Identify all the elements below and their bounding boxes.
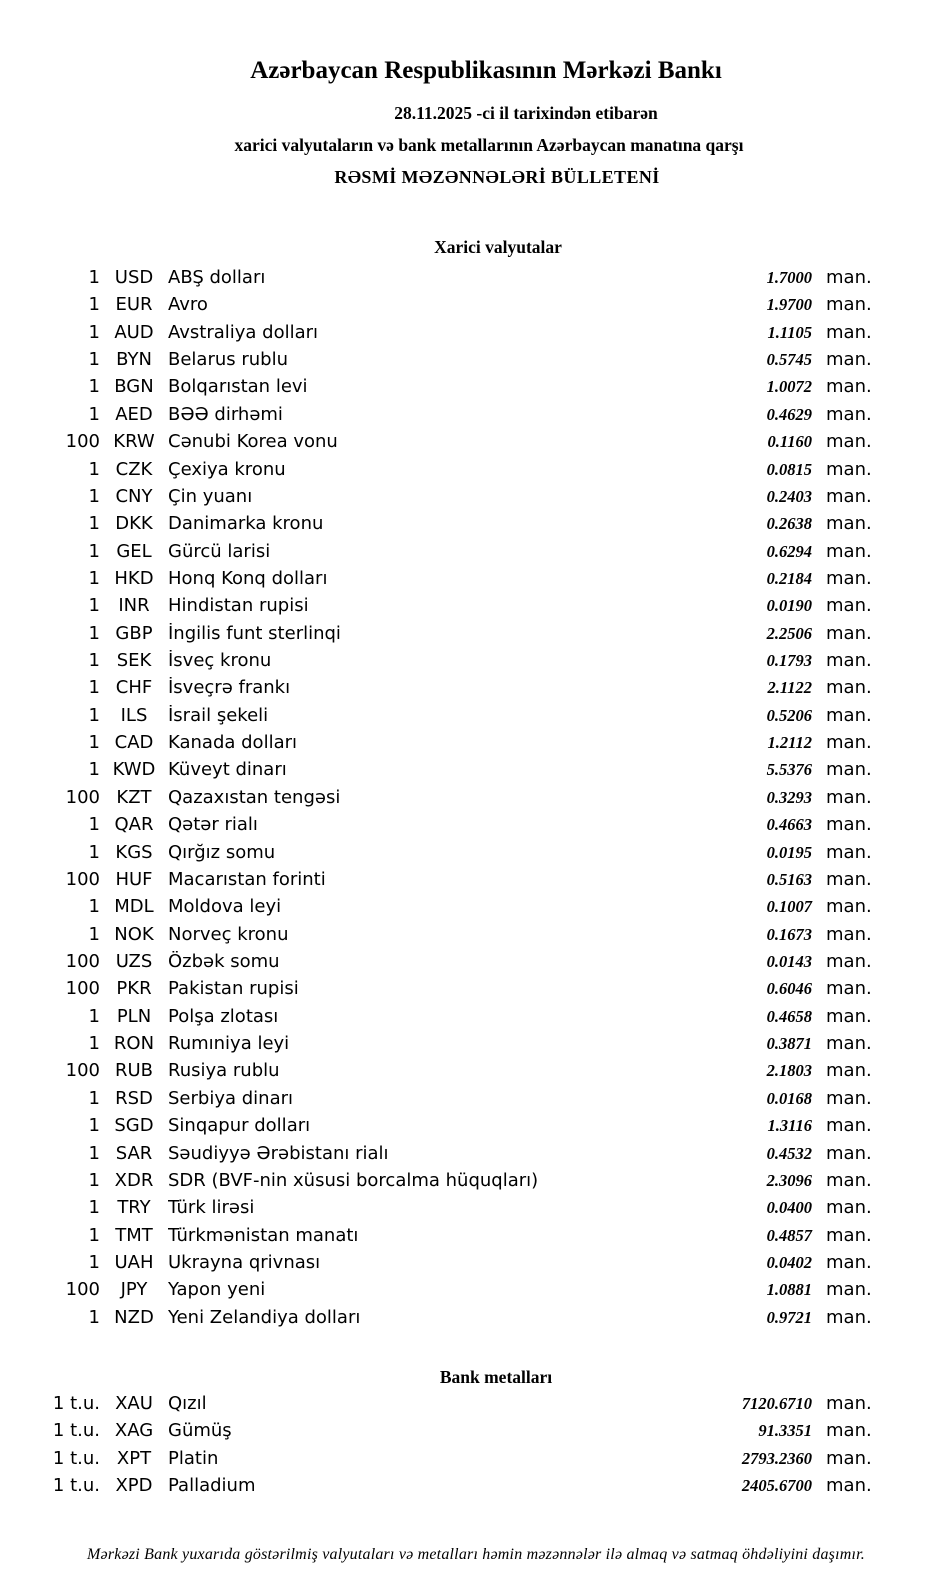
currency-code: RON bbox=[113, 1033, 155, 1055]
currency-name: Serbiya dinarı bbox=[168, 1087, 293, 1109]
currency-name: Sinqapur dolları bbox=[168, 1115, 311, 1137]
unit-label: man. bbox=[826, 704, 872, 726]
currency-name: Çin yuanı bbox=[168, 485, 253, 507]
rate-value: 0.2638 bbox=[766, 514, 812, 534]
table-row bbox=[0, 1445, 952, 1472]
unit-label: man. bbox=[826, 376, 872, 398]
table-row bbox=[0, 756, 952, 783]
currency-name: Gürcü larisi bbox=[168, 540, 271, 562]
currency-name: Qazaxıstan tengəsi bbox=[168, 786, 341, 808]
currency-code: EUR bbox=[115, 294, 153, 316]
rate-value: 0.3293 bbox=[766, 787, 812, 807]
table-row bbox=[0, 538, 952, 565]
currency-code: CAD bbox=[114, 732, 154, 754]
rate-value: 0.4663 bbox=[766, 815, 812, 835]
quantity: 1 bbox=[88, 1005, 100, 1027]
rate-value: 0.6046 bbox=[766, 979, 812, 999]
currency-code: PKR bbox=[116, 978, 152, 1000]
currency-name: Macarıstan forinti bbox=[168, 868, 326, 890]
quantity: 1 bbox=[88, 567, 100, 589]
unit-label: man. bbox=[826, 1447, 872, 1469]
quantity: 1 bbox=[88, 704, 100, 726]
currency-name: Avro bbox=[168, 294, 208, 316]
currency-name: Palladium bbox=[168, 1475, 256, 1497]
bank-metals-heading: Bank metalları bbox=[439, 1367, 553, 1387]
table-row bbox=[0, 319, 952, 346]
currency-name: Cənubi Korea vonu bbox=[168, 431, 338, 453]
quantity: 1 bbox=[88, 321, 100, 343]
rate-value: 0.0815 bbox=[766, 459, 812, 479]
quantity: 100 bbox=[65, 1060, 100, 1082]
unit-label: man. bbox=[826, 814, 872, 836]
currency-name: Avstraliya dolları bbox=[168, 321, 319, 343]
unit-label: man. bbox=[826, 650, 872, 672]
quantity: 1 bbox=[88, 1142, 100, 1164]
rate-value: 2.1803 bbox=[766, 1061, 812, 1081]
bulletin-subtitle: xarici valyutaların və bank metallarının Azərbaycan manatına qarşı bbox=[234, 135, 744, 155]
unit-label: man. bbox=[826, 595, 872, 617]
table-row bbox=[0, 784, 952, 811]
unit-label: man. bbox=[826, 1087, 872, 1109]
rate-value: 1.3116 bbox=[767, 1116, 812, 1136]
table-row bbox=[0, 1003, 952, 1030]
table-row bbox=[0, 401, 952, 428]
table-row bbox=[0, 948, 952, 975]
currency-name: Hindistan rupisi bbox=[168, 595, 309, 617]
rate-value: 0.1793 bbox=[766, 651, 812, 671]
currency-code: HUF bbox=[115, 868, 153, 890]
unit-label: man. bbox=[826, 1393, 872, 1414]
unit-label: man. bbox=[826, 1169, 872, 1191]
unit-label: man. bbox=[826, 1033, 872, 1055]
disclaimer-text: Mərkəzi Bank yuxarıda göstərilmiş valyutaları və metalları həmin məzənnələr ilə almaq və satmaq öhdəliyini daşımır. bbox=[87, 1546, 865, 1563]
quantity: 100 bbox=[65, 868, 100, 890]
unit-label: man. bbox=[826, 896, 872, 918]
rate-value: 2.2506 bbox=[766, 623, 812, 643]
rate-value: 0.9721 bbox=[766, 1307, 812, 1327]
unit-label: man. bbox=[826, 1251, 872, 1273]
currency-code: XDR bbox=[114, 1169, 154, 1191]
currency-name: Yapon yeni bbox=[168, 1279, 266, 1301]
effective-date: 28.11.2025 -ci il tarixindən etibarən bbox=[394, 103, 658, 123]
table-row bbox=[0, 373, 952, 400]
quantity: 1 bbox=[88, 294, 100, 316]
currency-name: Kanada dolları bbox=[168, 732, 298, 754]
table-row bbox=[0, 346, 952, 373]
quantity: 1 bbox=[88, 376, 100, 398]
currency-code: DKK bbox=[115, 513, 153, 535]
table-row bbox=[0, 620, 952, 647]
currency-name: Türkmənistan manatı bbox=[168, 1224, 359, 1246]
unit-label: man. bbox=[826, 1306, 872, 1328]
currency-code: XPD bbox=[115, 1475, 153, 1497]
unit-label: man. bbox=[826, 1005, 872, 1027]
table-row bbox=[0, 1222, 952, 1249]
currency-code: GEL bbox=[116, 540, 152, 562]
table-row bbox=[0, 866, 952, 893]
table-row bbox=[0, 729, 952, 756]
quantity: 1 bbox=[88, 1251, 100, 1273]
rate-value: 0.0143 bbox=[766, 951, 812, 971]
bulletin-title: RƏSMİ MƏZƏNNƏLƏRİ BÜLLETENİ bbox=[334, 167, 660, 187]
table-row bbox=[0, 1112, 952, 1139]
quantity: 100 bbox=[65, 950, 100, 972]
rate-value: 0.3871 bbox=[766, 1034, 812, 1054]
currency-code: KWD bbox=[112, 759, 156, 781]
currency-name: İngilis funt sterlinqi bbox=[168, 622, 341, 644]
table-row bbox=[0, 1417, 952, 1444]
quantity: 1 bbox=[88, 896, 100, 918]
rate-value: 0.0168 bbox=[766, 1088, 812, 1108]
table-row bbox=[0, 565, 952, 592]
unit-label: man. bbox=[826, 622, 872, 644]
rate-value: 2793.2360 bbox=[741, 1448, 812, 1468]
unit-label: man. bbox=[826, 677, 872, 699]
currency-code: NZD bbox=[114, 1306, 154, 1328]
currency-code: XAU bbox=[115, 1393, 153, 1414]
unit-label: man. bbox=[826, 950, 872, 972]
currency-name: İsveç kronu bbox=[168, 650, 272, 672]
currency-code: CZK bbox=[115, 458, 153, 480]
currency-name: BƏƏ dirhəmi bbox=[168, 403, 283, 425]
rate-value: 0.4532 bbox=[766, 1143, 812, 1163]
rate-value: 0.0190 bbox=[766, 596, 812, 616]
table-row bbox=[0, 1249, 952, 1276]
rate-value: 7120.6710 bbox=[741, 1394, 812, 1413]
metal-rates-table bbox=[0, 1390, 952, 1499]
currency-name: SDR (BVF-nin xüsusi borcalma hüquqları) bbox=[168, 1169, 539, 1191]
unit-label: man. bbox=[826, 1060, 872, 1082]
unit-label: man. bbox=[826, 759, 872, 781]
table-row bbox=[0, 839, 952, 866]
currency-name: Norveç kronu bbox=[168, 923, 289, 945]
unit-label: man. bbox=[826, 978, 872, 1000]
currency-name: Pakistan rupisi bbox=[168, 978, 299, 1000]
unit-label: man. bbox=[826, 923, 872, 945]
table-row bbox=[0, 674, 952, 701]
unit-label: man. bbox=[826, 567, 872, 589]
currency-code: MDL bbox=[114, 896, 154, 918]
currency-code: RSD bbox=[115, 1087, 153, 1109]
table-row bbox=[0, 592, 952, 619]
unit-label: man. bbox=[826, 732, 872, 754]
quantity: 1 bbox=[88, 1224, 100, 1246]
quantity: 1 bbox=[88, 595, 100, 617]
currency-name: Honq Konq dolları bbox=[168, 567, 328, 589]
unit-label: man. bbox=[826, 403, 872, 425]
currency-rates-table bbox=[0, 264, 952, 1331]
unit-label: man. bbox=[826, 1279, 872, 1301]
currency-code: TMT bbox=[115, 1224, 153, 1246]
currency-name: ABŞ dolları bbox=[168, 267, 266, 288]
currency-code: XAG bbox=[114, 1420, 154, 1442]
table-row bbox=[0, 921, 952, 948]
table-row bbox=[0, 456, 952, 483]
currency-code: CHF bbox=[115, 677, 153, 699]
rate-value: 1.7000 bbox=[766, 268, 812, 287]
unit-label: man. bbox=[826, 1197, 872, 1219]
quantity: 100 bbox=[65, 978, 100, 1000]
rate-value: 0.5163 bbox=[766, 869, 812, 889]
rate-value: 0.1673 bbox=[766, 924, 812, 944]
currency-name: Bolqarıstan levi bbox=[168, 376, 308, 398]
quantity: 100 bbox=[65, 1279, 100, 1301]
table-row bbox=[0, 1304, 952, 1331]
table-row bbox=[0, 1390, 952, 1417]
currency-code: INR bbox=[118, 595, 150, 617]
currency-code: KGS bbox=[115, 841, 153, 863]
table-row bbox=[0, 483, 952, 510]
rate-value: 0.1160 bbox=[767, 432, 812, 452]
table-row bbox=[0, 1472, 952, 1499]
currency-name: İsrail şekeli bbox=[168, 704, 269, 726]
currency-name: Qızıl bbox=[168, 1393, 207, 1414]
rate-value: 0.0195 bbox=[766, 842, 812, 862]
currency-code: SEK bbox=[116, 650, 152, 672]
rate-value: 1.2112 bbox=[767, 733, 812, 753]
quantity: 1 bbox=[88, 923, 100, 945]
quantity: 1 bbox=[88, 814, 100, 836]
quantity: 100 bbox=[65, 431, 100, 453]
rate-value: 1.9700 bbox=[766, 295, 812, 315]
quantity: 1 bbox=[88, 1169, 100, 1191]
currency-name: Rumıniya leyi bbox=[168, 1033, 290, 1055]
currency-code: CNY bbox=[115, 485, 153, 507]
unit-label: man. bbox=[826, 1224, 872, 1246]
page-title: Azərbaycan Respublikasının Mərkəzi Bankı bbox=[250, 57, 722, 84]
quantity: 1 bbox=[88, 650, 100, 672]
quantity: 1 bbox=[88, 458, 100, 480]
currency-code: USD bbox=[114, 267, 154, 288]
quantity: 1 bbox=[88, 1115, 100, 1137]
rate-value: 0.4629 bbox=[766, 404, 812, 424]
unit-label: man. bbox=[826, 485, 872, 507]
quantity: 1 bbox=[88, 349, 100, 371]
currency-code: SGD bbox=[114, 1115, 154, 1137]
rate-value: 0.4857 bbox=[766, 1225, 812, 1245]
currency-code: SAR bbox=[115, 1142, 153, 1164]
currency-code: NOK bbox=[114, 923, 154, 945]
currency-code: QAR bbox=[114, 814, 154, 836]
unit-label: man. bbox=[826, 1420, 872, 1442]
rate-value: 1.1105 bbox=[767, 322, 812, 342]
quantity: 1 bbox=[88, 1306, 100, 1328]
quantity: 1 bbox=[88, 732, 100, 754]
currency-code: BGN bbox=[114, 376, 154, 398]
quantity: 100 bbox=[65, 786, 100, 808]
currency-code: BYN bbox=[116, 349, 152, 371]
unit-label: man. bbox=[826, 841, 872, 863]
unit-label: man. bbox=[826, 321, 872, 343]
rate-value: 0.5745 bbox=[766, 350, 812, 370]
currency-name: Polşa zlotası bbox=[168, 1005, 279, 1027]
rate-value: 0.6294 bbox=[766, 541, 812, 561]
currency-name: Türk lirəsi bbox=[168, 1197, 255, 1219]
rate-value: 0.5206 bbox=[766, 705, 812, 725]
foreign-currencies-heading: Xarici valyutalar bbox=[434, 237, 562, 257]
quantity: 1 bbox=[88, 759, 100, 781]
quantity: 1 bbox=[88, 1197, 100, 1219]
rate-value: 0.2184 bbox=[766, 568, 812, 588]
unit-label: man. bbox=[826, 267, 872, 288]
quantity: 1 t.u. bbox=[52, 1393, 100, 1414]
table-row bbox=[0, 1194, 952, 1221]
table-row bbox=[0, 1057, 952, 1084]
quantity: 1 t.u. bbox=[52, 1420, 100, 1442]
table-row bbox=[0, 1167, 952, 1194]
unit-label: man. bbox=[826, 458, 872, 480]
table-row bbox=[0, 291, 952, 318]
currency-name: Belarus rublu bbox=[168, 349, 289, 371]
rate-value: 91.3351 bbox=[758, 1421, 812, 1441]
table-row bbox=[0, 1276, 952, 1303]
currency-name: Yeni Zelandiya dolları bbox=[168, 1306, 361, 1328]
unit-label: man. bbox=[826, 294, 872, 316]
currency-code: AED bbox=[115, 403, 153, 425]
quantity: 1 bbox=[88, 622, 100, 644]
quantity: 1 bbox=[88, 267, 100, 288]
unit-label: man. bbox=[826, 349, 872, 371]
currency-code: AUD bbox=[114, 321, 154, 343]
table-row bbox=[0, 702, 952, 729]
currency-name: Küveyt dinarı bbox=[168, 759, 287, 781]
quantity: 1 bbox=[88, 403, 100, 425]
currency-name: Rusiya rublu bbox=[168, 1060, 280, 1082]
rate-value: 0.1007 bbox=[766, 897, 812, 917]
table-row bbox=[0, 264, 952, 291]
currency-code: GBP bbox=[115, 622, 153, 644]
unit-label: man. bbox=[826, 868, 872, 890]
currency-code: JPY bbox=[120, 1279, 148, 1301]
table-row bbox=[0, 1140, 952, 1167]
rate-value: 1.0072 bbox=[766, 377, 812, 397]
unit-label: man. bbox=[826, 431, 872, 453]
quantity: 1 bbox=[88, 1033, 100, 1055]
rate-value: 0.2403 bbox=[766, 486, 812, 506]
currency-code: PLN bbox=[116, 1005, 152, 1027]
quantity: 1 t.u. bbox=[52, 1475, 100, 1497]
currency-name: Qətər rialı bbox=[168, 814, 258, 836]
rate-value: 0.0400 bbox=[766, 1198, 812, 1218]
currency-code: HKD bbox=[114, 567, 154, 589]
unit-label: man. bbox=[826, 1142, 872, 1164]
quantity: 1 bbox=[88, 540, 100, 562]
currency-name: Qırğız somu bbox=[168, 841, 276, 863]
rate-value: 2.1122 bbox=[767, 678, 812, 698]
quantity: 1 bbox=[88, 485, 100, 507]
unit-label: man. bbox=[826, 1115, 872, 1137]
table-row bbox=[0, 975, 952, 1002]
currency-code: KRW bbox=[113, 431, 155, 453]
table-row bbox=[0, 811, 952, 838]
currency-name: Moldova leyi bbox=[168, 896, 282, 918]
unit-label: man. bbox=[826, 513, 872, 535]
rate-value: 2405.6700 bbox=[741, 1476, 812, 1496]
currency-name: İsveçrə frankı bbox=[168, 677, 291, 699]
currency-name: Ukrayna qrivnası bbox=[168, 1251, 321, 1273]
currency-name: Gümüş bbox=[168, 1420, 232, 1442]
rate-value: 0.0402 bbox=[766, 1252, 812, 1272]
rate-value: 1.0881 bbox=[766, 1280, 812, 1300]
table-row bbox=[0, 1030, 952, 1057]
currency-code: KZT bbox=[116, 786, 152, 808]
quantity: 1 bbox=[88, 513, 100, 535]
unit-label: man. bbox=[826, 1475, 872, 1497]
table-row bbox=[0, 647, 952, 674]
currency-name: Danimarka kronu bbox=[168, 513, 324, 535]
quantity: 1 bbox=[88, 677, 100, 699]
currency-name: Çexiya kronu bbox=[168, 458, 286, 480]
quantity: 1 bbox=[88, 841, 100, 863]
rate-value: 2.3096 bbox=[766, 1170, 812, 1190]
currency-code: RUB bbox=[114, 1060, 154, 1082]
currency-name: Özbək somu bbox=[168, 950, 280, 972]
table-row bbox=[0, 1085, 952, 1112]
quantity: 1 t.u. bbox=[52, 1447, 100, 1469]
table-row bbox=[0, 510, 952, 537]
quantity: 1 bbox=[88, 1087, 100, 1109]
currency-name: Platin bbox=[168, 1447, 219, 1469]
currency-code: XPT bbox=[116, 1447, 152, 1469]
currency-name: Səudiyyə Ərəbistanı rialı bbox=[168, 1142, 389, 1164]
unit-label: man. bbox=[826, 540, 872, 562]
currency-code: ILS bbox=[120, 704, 148, 726]
currency-code: UAH bbox=[114, 1251, 154, 1273]
unit-label: man. bbox=[826, 786, 872, 808]
table-row bbox=[0, 893, 952, 920]
currency-code: TRY bbox=[117, 1197, 151, 1219]
currency-code: UZS bbox=[115, 950, 153, 972]
rate-value: 0.4658 bbox=[766, 1006, 812, 1026]
rate-value: 5.5376 bbox=[766, 760, 812, 780]
table-row bbox=[0, 428, 952, 455]
